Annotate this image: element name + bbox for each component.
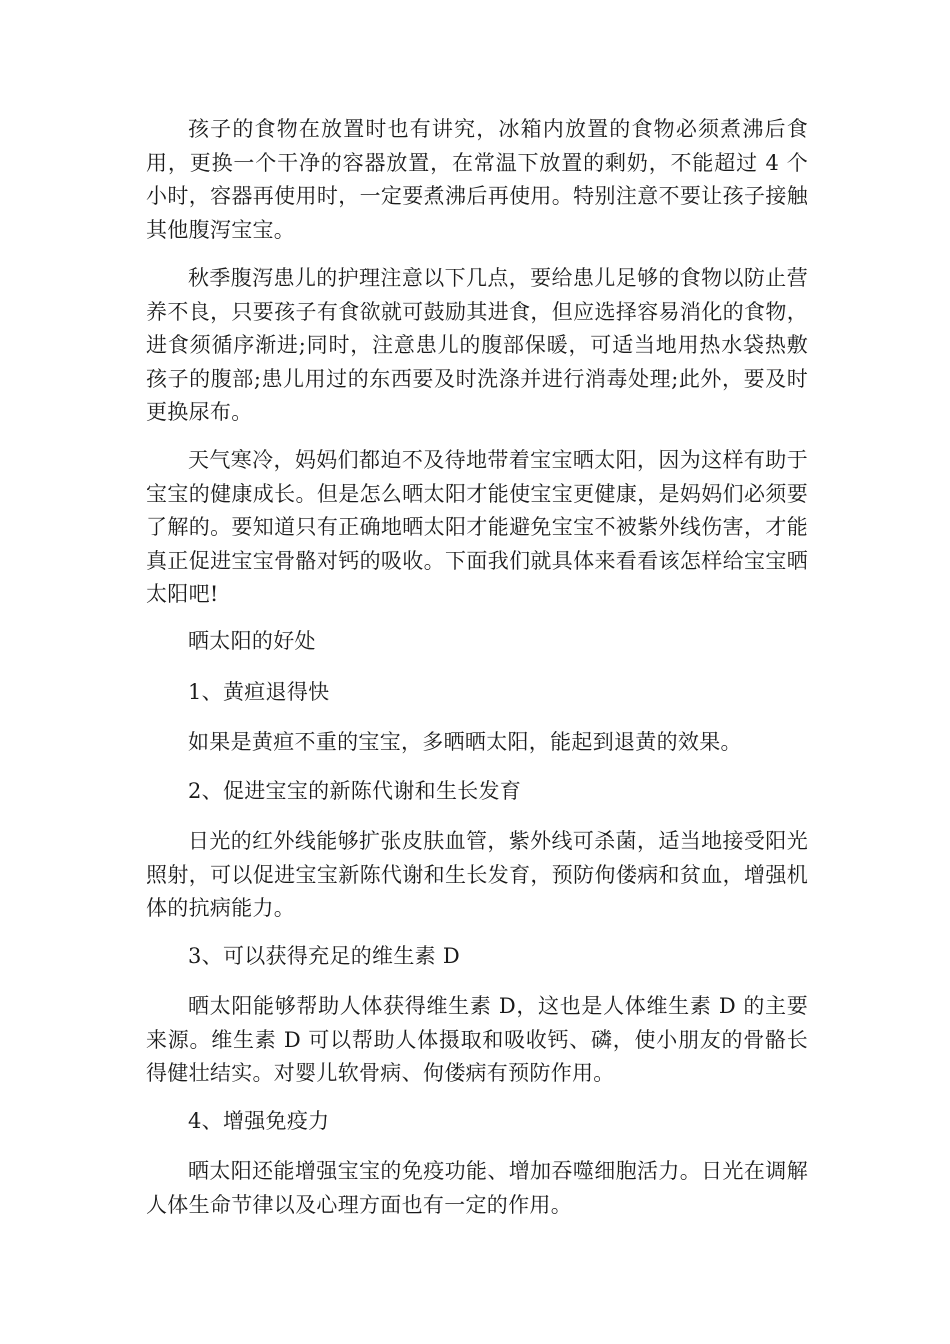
item-1-heading: 1、黄疸退得快: [188, 680, 330, 704]
item-4-body: 晒太阳还能增强宝宝的免疫功能、增加吞噬细胞活力。日光在调解人体生命节律以及心理方面也有一定的作用。: [146, 1159, 808, 1217]
paragraph-sunbathing-intro: 天气寒冷，妈妈们都迫不及待地带着宝宝晒太阳，因为这样有助于宝宝的健康成长。但是怎么晒太阳才能使宝宝更健康，是妈妈们必须要了解的。要知道只有正确地晒太阳才能避免宝宝不被紫外线伤害，才能真正促进宝宝骨骼对钙的吸收。下面我们就具体来看看该怎样给宝宝晒太阳吧!: [146, 448, 808, 606]
item-3-body: 晒太阳能够帮助人体获得维生素 D，这也是人体维生素 D 的主要来源。维生素 D 可以帮助人体摄取和吸收钙、磷，使小朋友的骨骼长得健壮结实。对婴儿软骨病、佝偻病有预防作用。: [146, 994, 808, 1085]
item-2-heading: 2、促进宝宝的新陈代谢和生长发育: [188, 779, 522, 803]
item-3-heading: 3、可以获得充足的维生素 D: [188, 944, 461, 968]
item-1-body: 如果是黄疸不重的宝宝，多晒晒太阳，能起到退黄的效果。: [188, 730, 742, 754]
paragraph-autumn-diarrhea-care: 秋季腹泻患儿的护理注意以下几点，要给患儿足够的食物以防止营养不良，只要孩子有食欲就可鼓励其进食，但应选择容易消化的食物，进食须循序渐进;同时，注意患儿的腹部保暖，可适当地用热水袋热敷孩子的腹部;患儿用过的东西要及时洗涤并进行消毒处理;此外，要及时更换尿布。: [146, 266, 808, 424]
item-4-heading: 4、增强免疫力: [188, 1109, 330, 1133]
item-2-body: 日光的红外线能够扩张皮肤血管，紫外线可杀菌，适当地接受阳光照射，可以促进宝宝新陈代谢和生长发育，预防佝偻病和贫血，增强机体的抗病能力。: [146, 829, 808, 920]
paragraph-food-storage: 孩子的食物在放置时也有讲究，冰箱内放置的食物必须煮沸后食用，更换一个干净的容器放置，在常温下放置的剩奶，不能超过 4 个小时，容器再使用时，一定要煮沸后再使用。特别注意不要让孩子接触其他腹泻宝宝。: [146, 117, 808, 242]
section-title: 晒太阳的好处: [188, 629, 316, 653]
